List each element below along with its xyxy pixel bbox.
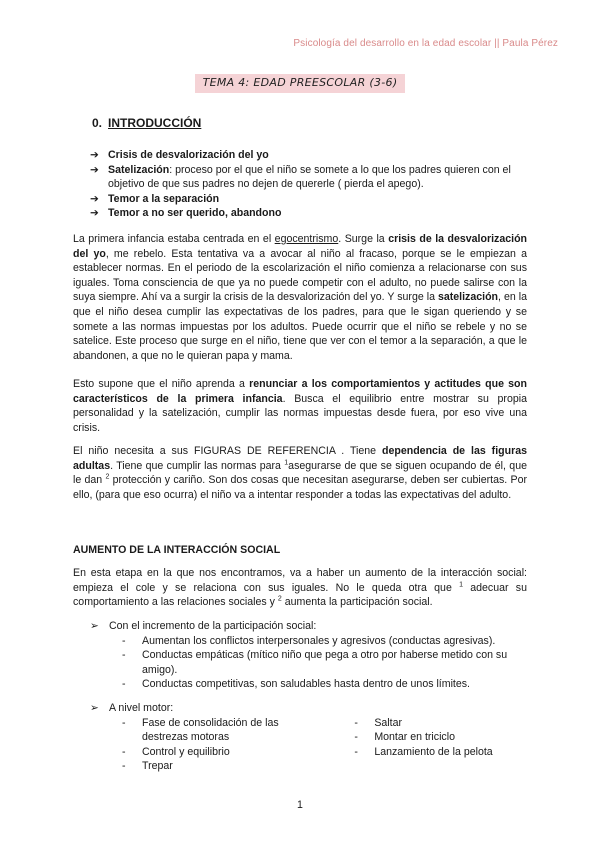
arrowhead-icon: ➢ — [90, 620, 99, 632]
list-heading: Con el incremento de la participación social: — [109, 620, 317, 632]
text-run: El niño necesita a sus FIGURAS DE REFERENCIA . Tiene — [73, 445, 383, 457]
arrow-list — [90, 148, 530, 221]
list-item — [90, 701, 530, 716]
bold-term: dependencia de las figuras adultas — [73, 445, 527, 472]
list-item — [354, 745, 530, 760]
list-item-text: Control y equilibrio — [142, 745, 230, 758]
list-item — [90, 163, 530, 192]
motor-list — [90, 701, 530, 774]
chapter-title: TEMA 4: EDAD PREESCOLAR (3-6) — [195, 74, 406, 93]
list-item — [90, 148, 530, 163]
title-wrap — [0, 74, 600, 93]
list-item-text: Montar en triciclo — [374, 731, 455, 744]
motor-column-left — [122, 716, 354, 774]
arrow-icon: ➔ — [90, 192, 99, 205]
footnote-marker: 1 — [284, 459, 289, 467]
text-run: asegurarse de que se siguen ocupando de él, que le dan — [73, 459, 527, 487]
bold-term: satelización — [437, 291, 499, 304]
text-run: . Surge la — [338, 233, 389, 245]
text-run: En esta etapa en la que nos encontramos, va a haber un aumento de la interacción social: empieza el cole y se relaciona con sus iguales. No le queda otra que — [73, 567, 527, 594]
list-item — [122, 648, 530, 677]
list-item — [122, 759, 354, 774]
list-item-text: Saltar — [374, 716, 402, 729]
dash-marker: - — [122, 634, 126, 647]
list-item-text: Trepar — [142, 760, 173, 773]
paragraph-4 — [73, 566, 527, 610]
text-run: . Tiene que cumplir las normas para — [110, 459, 285, 472]
page-header: Psicología del desarrollo en la edad escolar || Paula Pérez — [293, 38, 558, 49]
list-item — [90, 619, 530, 634]
text-run: aumenta la participación social. — [281, 596, 433, 609]
list-item-text: Lanzamiento de la pelota — [374, 745, 493, 758]
paragraph-1 — [73, 232, 527, 363]
intro-heading — [92, 116, 201, 131]
footnote-marker: 2 — [277, 595, 282, 603]
arrow-icon: ➔ — [90, 163, 99, 176]
bold-term: renunciar a los comportamientos y actitudes que son característicos de la primera infancia — [73, 378, 527, 405]
bullet-label: Satelización — [108, 163, 170, 176]
list-item-text: Conductas empáticas (mítico niño que pega a otro por haberse metido con su amigo). — [142, 649, 508, 676]
section-heading: AUMENTO DE LA INTERACCIÓN SOCIAL — [73, 544, 281, 556]
bold-term: crisis de la desvalorización del yo — [73, 233, 528, 260]
text-run: , me rebelo. Esta tentativa va a avocar al niño al fracaso, porque se le empiezan a establecer normas. En el periodo de la escolarización el niño comienza a relacionarse con sus iguales. Toma consciencia de que ya no puede competir con el adulto, no puede salirse con la suya siempre. Ahí va a surgir la crisis de la desvalorización del yo. Y surge la — [73, 247, 527, 304]
intro-number: 0. — [92, 116, 103, 130]
dash-marker: - — [122, 678, 126, 691]
list-item — [90, 192, 530, 207]
arrowhead-icon: ➢ — [90, 702, 99, 714]
underlined-term: egocentrismo — [274, 233, 339, 245]
dash-marker: - — [122, 760, 126, 773]
dash-marker: - — [354, 731, 358, 744]
list-item-text: Aumentan los conflictos interpersonales y agresivos (conductas agresivas). — [142, 634, 496, 647]
arrow-icon: ➔ — [90, 149, 99, 161]
paragraph-2 — [73, 377, 527, 435]
list-item — [354, 730, 530, 745]
sublist — [90, 634, 530, 692]
footnote-marker: 1 — [459, 581, 463, 589]
dash-marker: - — [122, 745, 126, 758]
text-run: adecuar su comportamiento a las relaciones sociales y — [73, 581, 527, 609]
social-list — [90, 619, 530, 692]
list-item-text: Fase de consolidación de las destrezas motoras — [142, 716, 279, 744]
list-item — [90, 206, 530, 221]
list-item — [122, 716, 354, 745]
list-item — [122, 634, 530, 649]
bullet-text: Temor a no ser querido, abandono — [108, 207, 282, 220]
text-run: , en la que el niño desea cumplir las expectativas de los padres, para que le sigan queriendo y se somete a las normas impuestas por los adultos. Puede ocurrir que el niño se rebele y no se satelice. Este proceso que surge en el niño, tiene que ver con el temor a la separación, a que le abandonen, a que no le quieran papa y mama. — [73, 291, 527, 362]
footnote-marker: 2 — [105, 473, 110, 481]
page-number: 1 — [297, 799, 303, 811]
text-run: La primera infancia estaba centrada en el — [73, 233, 275, 245]
list-item — [122, 677, 530, 692]
intro-heading-text: INTRODUCCIÓN — [108, 116, 202, 130]
bullet-desc: : proceso por el que el niño se somete a lo que los padres quieren con el objetivo de que sus padres no dejen de quererle ( pierda el apego). — [108, 163, 511, 191]
text-run: . Busca el equilibrio entre mostrar su propia personalidad y la satelización, cumplir las normas impuestas desde fuera, por eso vive una crisis. — [73, 392, 527, 434]
bullet-text: Crisis de desvalorización del yo — [108, 149, 269, 161]
dash-marker: - — [354, 716, 358, 729]
list-item-text: Conductas competitivas, son saludables hasta dentro de unos límites. — [142, 678, 471, 691]
dash-marker: - — [122, 649, 126, 662]
arrow-icon: ➔ — [90, 207, 99, 220]
list-heading: A nivel motor: — [109, 702, 174, 714]
motor-columns — [90, 716, 530, 774]
text-run: protección y cariño. Son dos cosas que necesitan asegurarse, deben ser cubiertas. Por ello, (para que eso ocurra) el niño va a intentar responder a todas las expectativas del adulto. — [73, 474, 527, 501]
bullet-text — [108, 163, 530, 192]
bullet-text: Temor a la separación — [108, 192, 220, 205]
paragraph-3 — [73, 444, 527, 502]
dash-marker: - — [354, 745, 358, 758]
text-run: Esto supone que el niño aprenda a — [73, 378, 250, 390]
dash-marker: - — [122, 716, 126, 729]
motor-column-right — [354, 716, 530, 774]
list-item — [354, 716, 530, 731]
list-item — [122, 745, 354, 760]
